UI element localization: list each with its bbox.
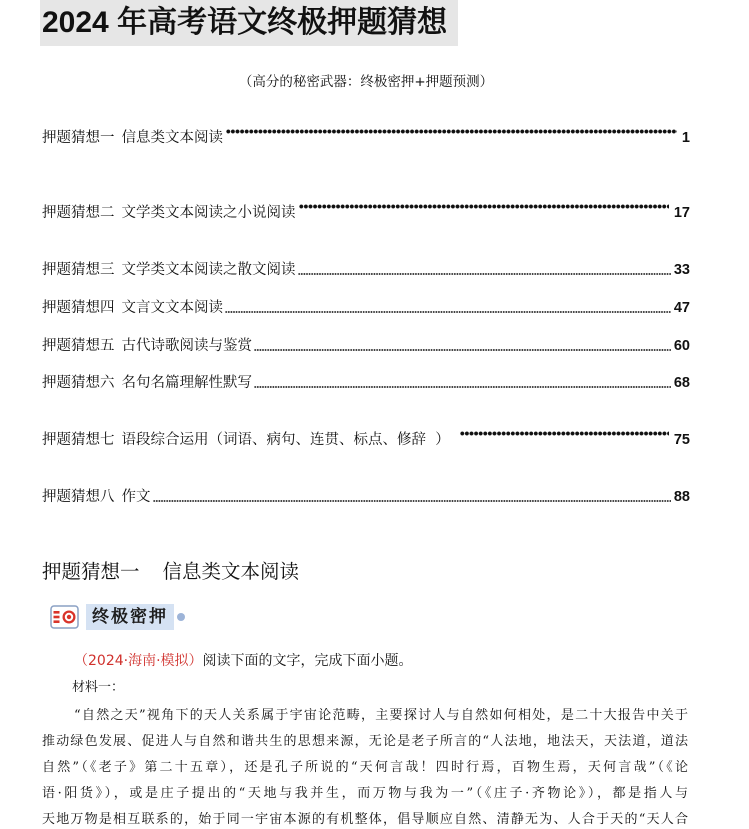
badge-label: 终极密押	[86, 604, 174, 630]
toc-entry-3[interactable]	[42, 260, 690, 280]
toc-entry-label: 押题猜想一	[42, 130, 115, 146]
section-label: 押题猜想一	[42, 560, 140, 583]
toc-dot-leader	[460, 431, 669, 436]
target-icon	[50, 603, 80, 631]
toc-entry-2[interactable]	[42, 203, 690, 223]
section-title: 信息类文本阅读	[162, 560, 300, 583]
toc-dot-leader	[225, 311, 671, 313]
toc-entry-label: 押题猜想八	[42, 489, 115, 505]
material-label: 材料一：	[72, 680, 125, 695]
toc-dot-leader	[153, 500, 671, 502]
section-badge	[50, 603, 185, 631]
toc-page-number: 17	[673, 205, 690, 221]
toc-entry-label: 押题猜想五	[42, 338, 115, 354]
toc-entry-7[interactable]	[42, 430, 690, 450]
toc-page-number: 33	[673, 262, 690, 278]
toc-page-number: 1	[681, 130, 690, 146]
toc-page-number: 47	[673, 300, 690, 316]
toc-entry-title: 语段综合运用（词语、病句、连贯、标点、修辞 ）	[121, 432, 450, 448]
toc-entry-label: 押题猜想七	[42, 432, 115, 448]
section-heading	[42, 561, 299, 583]
toc-entry-label: 押题猜想二	[42, 205, 115, 221]
material-paragraph	[42, 708, 688, 828]
toc-entry-1[interactable]	[42, 128, 690, 148]
toc-entry-title: 古代诗歌阅读与鉴赏	[121, 338, 252, 354]
toc-entry-label: 押题猜想六	[42, 375, 115, 391]
toc-entry-8[interactable]	[42, 487, 690, 507]
badge-dot-icon	[177, 613, 185, 621]
paragraph-line: 推动绿色发展、促进人与自然和谐共生的思想来源，无论是老子所言的“人法地，地法天，天法道，道法	[42, 734, 688, 749]
toc-dot-leader	[299, 204, 669, 209]
toc-dot-leader	[226, 129, 677, 134]
toc-entry-6[interactable]	[42, 373, 690, 393]
question-intro	[74, 652, 413, 670]
question-prompt: 阅读下面的文字，完成下面小题。	[202, 653, 413, 669]
toc-dot-leader	[254, 386, 671, 388]
toc-entry-5[interactable]	[42, 336, 690, 356]
toc-entry-label: 押题猜想四	[42, 300, 115, 316]
toc-entry-4[interactable]	[42, 298, 690, 318]
paragraph-line: 语·阳货》），或是庄子提出的“天地与我并生，而万物与我为一”（《庄子·齐物论》），都是指人与	[42, 786, 688, 801]
toc-entry-title: 文言文文本阅读	[121, 300, 223, 316]
toc-dot-leader	[254, 349, 671, 351]
paragraph-line: 天地万物是相互联系的，始于同一宇宙本源的有机整体，倡导顺应自然、清静无为、人合于天的“天人合	[42, 812, 688, 827]
document-subtitle: （高分的秘密武器：终极密押+押题预测）	[238, 74, 494, 90]
target-icon-graphic	[50, 603, 80, 631]
paragraph-line: 自然”（《老子》第二十五章），还是孔子所说的“天何言哉！四时行焉，百物生焉，天何言哉”（《论	[42, 760, 688, 775]
toc-entry-title: 信息类文本阅读	[121, 130, 223, 146]
toc-page-number: 68	[673, 375, 690, 391]
toc-entry-label: 押题猜想三	[42, 262, 115, 278]
document-title: 2024 年高考语文终极押题猜想	[40, 0, 458, 46]
toc-entry-title: 名句名篇理解性默写	[121, 375, 252, 391]
toc-page-number: 75	[673, 432, 690, 448]
paragraph-line: “自然之天”视角下的天人关系属于宇宙论范畴，主要探讨人与自然如何相处，是二十大报告中关于	[74, 708, 688, 723]
toc-page-number: 88	[673, 489, 690, 505]
toc-page-number: 60	[673, 338, 690, 354]
toc-entry-title: 作文	[121, 489, 151, 505]
question-source: （2024·海南·模拟）	[74, 653, 203, 669]
toc-dot-leader	[298, 273, 671, 275]
toc-entry-title: 文学类文本阅读之小说阅读	[121, 205, 296, 221]
toc-entry-title: 文学类文本阅读之散文阅读	[121, 262, 296, 278]
